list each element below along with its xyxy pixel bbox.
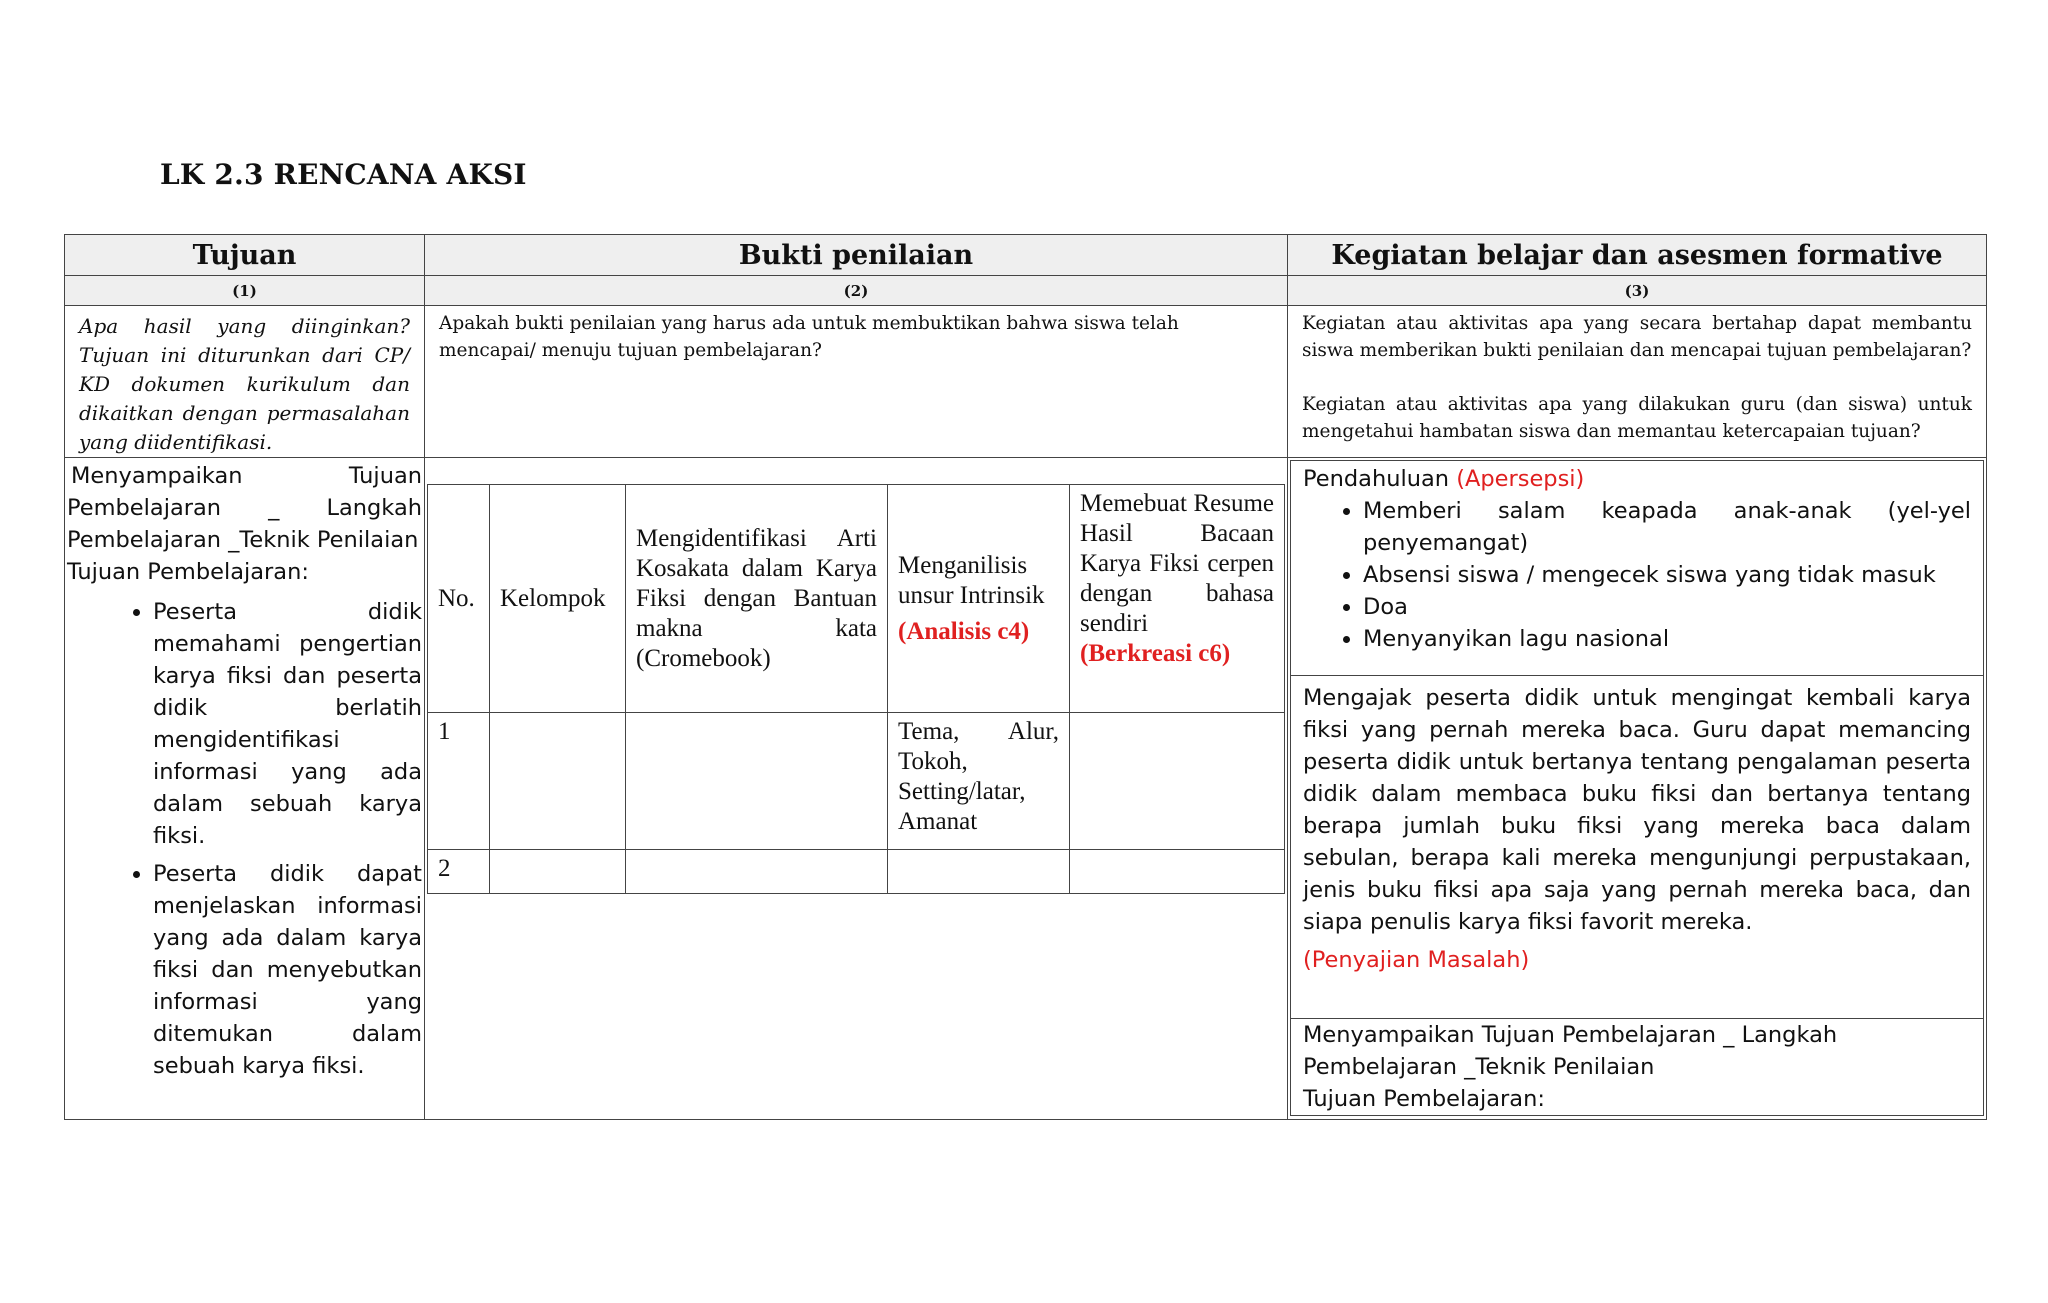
bukti-row-identifikasi (626, 713, 888, 850)
pendahuluan-item: • Doa (1363, 591, 1971, 623)
bukti-row-kelompok (490, 850, 626, 894)
tujuan-summary-box (1290, 1019, 1984, 1116)
pendahuluan-box (1290, 460, 1984, 676)
pendahuluan-item: • Menyanyikan lagu nasional (1363, 623, 1971, 655)
column-number-3: (3) (1288, 276, 1987, 306)
document-title: LK 2.3 RENCANA AKSI (160, 158, 527, 191)
header-kegiatan-belajar: Kegiatan belajar dan asesmen formative (1288, 235, 1987, 276)
column-number-2: (2) (425, 276, 1288, 306)
bukti-header-analisis-tag: (Analisis c4) (898, 617, 1030, 645)
guide-text-bukti: Apakah bukti penilaian yang harus ada untuk membuktikan bahwa siswa telah mencapai/ menuju tujuan pembelajaran? (439, 313, 1179, 361)
guide-cell-kegiatan (1288, 306, 1987, 458)
pendahuluan-list (1303, 495, 1971, 655)
pendahuluan-item: • Absensi siswa / mengecek siswa yang tidak masuk (1363, 559, 1971, 591)
bukti-header-no: No. (428, 485, 490, 713)
guide-text-kegiatan-1: Kegiatan atau aktivitas apa yang secara bertahap dapat membantu siswa memberikan bukti penilaian dan mencapai tujuan pembelajaran? (1302, 313, 1972, 361)
bukti-row-kelompok (490, 713, 626, 850)
pendahuluan-label: Pendahuluan (1303, 466, 1450, 492)
penyajian-masalah-tag: (Penyajian Masalah) (1303, 947, 1530, 973)
bukti-row-identifikasi (626, 850, 888, 894)
tujuan-list (67, 596, 422, 1082)
tujuan-item: • Peserta didik memahami pengertian karya fiksi dan peserta didik berlatih mengidentifikasi informasi yang ada dalam sebuah karya fiksi. (153, 596, 422, 852)
header-bukti-penilaian: Bukti penilaian (425, 235, 1288, 276)
bukti-content-cell (425, 458, 1288, 1120)
header-tujuan: Tujuan (65, 235, 425, 276)
rencana-aksi-table (64, 234, 1987, 1120)
tujuan-label: Tujuan Pembelajaran: (67, 559, 309, 585)
table-row (428, 850, 1285, 894)
guide-cell-tujuan (65, 306, 425, 458)
bukti-row-no: 2 (428, 850, 490, 894)
tujuan-summary-line: Pembelajaran _Teknik Penilaian (1303, 1054, 1655, 1080)
apersepsi-activity-text: Mengajak peserta didik untuk mengingat kembali karya fiksi yang pernah mereka baca. Guru dapat memancing peserta didik untuk bertanya tentang pengalaman peserta didik dalam membaca buku fiksi dan bertanya tentang berapa jumlah buku fiksi yang mereka baca dalam sebulan, berapa kali mereka mengunjungi perpustakaan, jenis buku fiksi apa saja yang pernah mereka baca, dan siapa penulis karya fiksi favorit mereka. (1303, 685, 1971, 935)
tujuan-content-cell (65, 458, 425, 1120)
bukti-header-analisis (888, 485, 1070, 713)
pendahuluan-item: • Memberi salam keapada anak-anak (yel-yel penyemangat) (1363, 495, 1971, 559)
column-number-1: (1) (65, 276, 425, 306)
bukti-header-analisis-text: Menganilisis unsur Intrinsik (898, 551, 1045, 609)
tujuan-item: • Peserta didik dapat menjelaskan informasi yang ada dalam karya fiksi dan menyebutkan informasi yang ditemukan dalam sebuah karya fiksi. (153, 858, 422, 1082)
bukti-row-resume (1070, 850, 1285, 894)
bukti-row-analisis (888, 850, 1070, 894)
bukti-penilaian-table (427, 484, 1285, 894)
tujuan-summary-line: Menyampaikan Tujuan Pembelajaran _ Langkah (1303, 1022, 1838, 1048)
guide-cell-bukti (425, 306, 1288, 458)
guide-text-kegiatan-2: Kegiatan atau aktivitas apa yang dilakukan guru (dan siswa) untuk mengetahui hambatan siswa dan memantau ketercapaian tujuan? (1302, 394, 1972, 442)
bukti-header-resume (1070, 485, 1285, 713)
guide-text-tujuan: Apa hasil yang diinginkan? Tujuan ini diturunkan dari CP/ KD dokumen kurikulum dan dikaitkan dengan permasalahan yang diidentifikasi. (79, 314, 410, 454)
bukti-row-resume (1070, 713, 1285, 850)
bukti-header-resume-text: Memebuat Resume Hasil Bacaan Karya Fiksi cerpen dengan bahasa sendiri (1080, 490, 1274, 637)
bukti-row-analisis: Tema, Alur, Tokoh, Setting/latar, Amanat (888, 713, 1070, 850)
tujuan-intro: Menyampaikan Tujuan Pembelajaran _ Langkah Pembelajaran _Teknik Penilaian (67, 463, 422, 553)
bukti-row-no: 1 (428, 713, 490, 850)
tujuan-summary-line: Tujuan Pembelajaran: (1303, 1086, 1545, 1112)
bukti-header-resume-tag: (Berkreasi c6) (1080, 640, 1231, 667)
apersepsi-tag: (Apersepsi) (1456, 466, 1585, 492)
bukti-header-kelompok: Kelompok (490, 485, 626, 713)
apersepsi-activity-box (1290, 676, 1984, 1019)
kegiatan-content-cell (1288, 458, 1987, 1120)
bukti-header-identifikasi: Mengidentifikasi Arti Kosakata dalam Karya Fiksi dengan Bantuan makna kata (Cromebook) (626, 485, 888, 713)
table-row (428, 713, 1285, 850)
